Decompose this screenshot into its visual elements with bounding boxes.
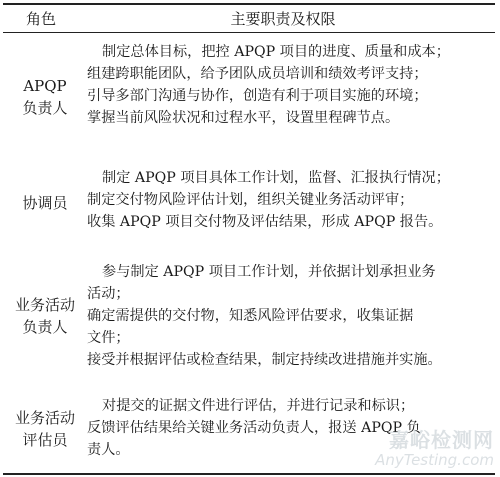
duty-line: 掌握当前风险状况和过程水平，设置里程碑节点。 bbox=[87, 110, 400, 126]
role-line: 业务活动 bbox=[14, 409, 75, 427]
duty-line: 确定需提供的交付物，知悉风险评估要求，收集证据 bbox=[87, 308, 414, 324]
duty-line: 参与制定 APQP 项目工作计划，并依据计划承担业务 bbox=[102, 264, 436, 280]
duty-line: 引导多部门沟通与协作，创造有利于项目实施的环境； bbox=[87, 88, 428, 104]
header-rule bbox=[3, 32, 495, 33]
duties-cell bbox=[87, 41, 493, 129]
watermark-en: AnyTesting.com bbox=[375, 451, 494, 469]
table-bottom-rule bbox=[3, 473, 495, 475]
duty-line: 反馈评估结果给关键业务活动负责人，报送 APQP 负 bbox=[87, 420, 421, 436]
role-line: 协调员 bbox=[22, 194, 68, 212]
role-cell bbox=[5, 294, 85, 338]
role-line: 负责人 bbox=[22, 99, 68, 117]
table-top-rule bbox=[3, 3, 495, 5]
duty-line: 文件； bbox=[87, 330, 130, 346]
duty-line: 对提交的证据文件进行评估，并进行记录和标识； bbox=[102, 398, 415, 414]
role-line: 评估员 bbox=[22, 431, 68, 449]
header-role: 角色 bbox=[25, 10, 56, 28]
duty-line: 制定交付物风险评估计划，组织关键业务活动评审； bbox=[87, 192, 414, 208]
duties-cell bbox=[87, 261, 493, 371]
duty-line: 责人。 bbox=[87, 442, 130, 458]
watermark-cn: 嘉峪检测网 bbox=[389, 428, 494, 452]
role-cell bbox=[5, 75, 85, 119]
duty-line: 收集 APQP 项目交付物及评估结果，形成 APQP 报告。 bbox=[87, 214, 443, 230]
duty-line: 制定 APQP 项目具体工作计划，监督、汇报执行情况； bbox=[102, 170, 450, 186]
duty-line: 组建跨职能团队，给予团队成员培训和绩效考评支持； bbox=[87, 66, 428, 82]
duty-line: 制定总体目标，把控 APQP 项目的进度、质量和成本； bbox=[102, 44, 450, 60]
role-cell bbox=[5, 407, 85, 451]
header-duties: 主要职责及权限 bbox=[230, 10, 336, 28]
role-line: APQP bbox=[23, 77, 67, 95]
duty-line: 活动； bbox=[87, 286, 130, 302]
role-cell bbox=[5, 192, 85, 214]
duties-cell bbox=[87, 167, 493, 233]
watermark bbox=[375, 424, 494, 469]
role-line: 负责人 bbox=[22, 318, 68, 336]
role-line: 业务活动 bbox=[14, 296, 75, 314]
duty-line: 接受并根据评估或检查结果，制定持续改进措施并实施。 bbox=[87, 352, 442, 368]
